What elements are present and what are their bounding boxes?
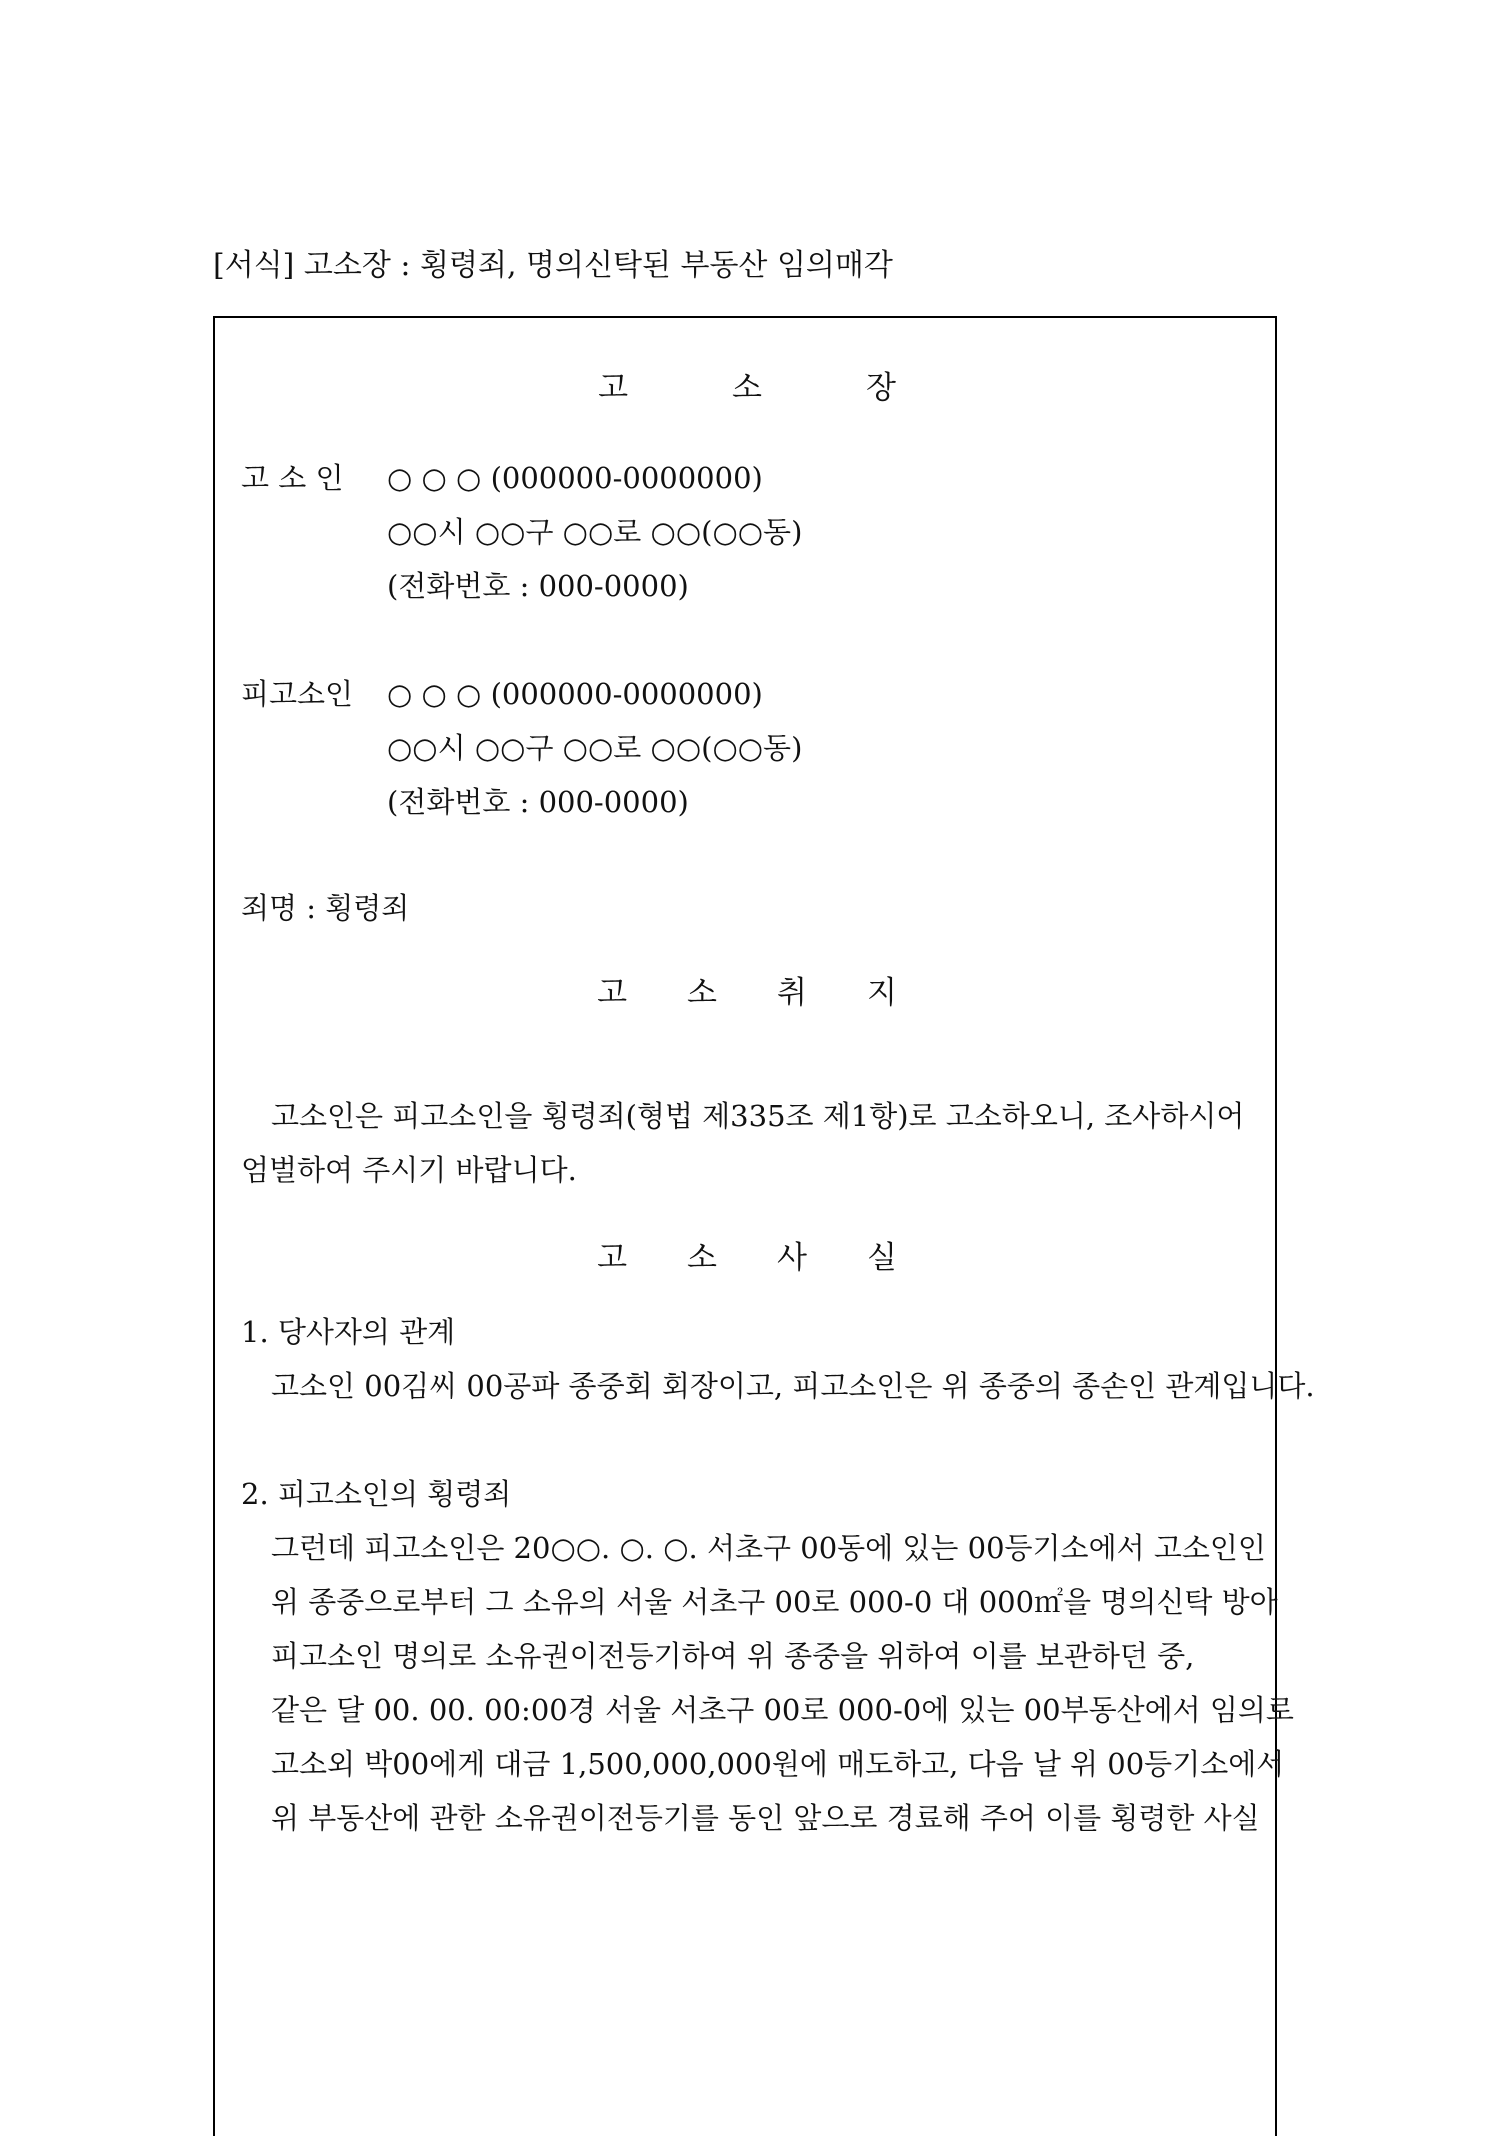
heading-char: 소 [687,975,717,1011]
complainant-name: ○ ○ ○ (000000-0000000) [387,461,763,495]
purpose-line: 엄벌하여 주시기 바랍니다. [241,1153,577,1187]
document-box [213,316,1315,2136]
defendant-phone: (전화번호 : 000-0000) [387,785,689,819]
section1-title: 1. 당사자의 관계 [241,1315,456,1349]
crime-name: 죄명 : 횡령죄 [241,891,410,925]
document-title [215,370,1279,406]
heading-char: 사 [777,1240,807,1276]
section2-line: 같은 달 00. 00. 00:00경 서울 서초구 00로 000-0에 있는 00부동산에서 임의로 [271,1693,1294,1727]
title-char: 고 [598,370,629,406]
purpose-heading [215,975,1279,1011]
facts-heading [215,1240,1279,1276]
heading-char: 실 [866,1240,897,1276]
heading-char: 고 [597,975,628,1011]
form-label: [서식] 고소장 : 횡령죄, 명의신탁된 부동산 임의매각 [213,248,893,283]
heading-char: 취 [777,975,807,1011]
section2-line: 위 종중으로부터 그 소유의 서울 서초구 00로 000-0 대 000㎡을 명의신탁 방아 [271,1585,1278,1619]
defendant-address: ○○시 ○○구 ○○로 ○○(○○동) [387,731,803,765]
complainant-phone: (전화번호 : 000-0000) [387,569,689,603]
title-char: 장 [865,370,896,406]
section2-line: 피고소인 명의로 소유권이전등기하여 위 종중을 위하여 이를 보관하던 중, [271,1639,1195,1673]
section2-line: 위 부동산에 관한 소유권이전등기를 동인 앞으로 경료해 주어 이를 횡령한 사실 [271,1801,1260,1835]
complainant-label: 고 소 인 [241,461,344,495]
section2-line: 그런데 피고소인은 20○○. ○. ○. 서초구 00동에 있는 00등기소에서 고소인인 [271,1531,1266,1565]
heading-char: 소 [687,1240,717,1276]
complainant-address: ○○시 ○○구 ○○로 ○○(○○동) [387,515,803,549]
section2-title: 2. 피고소인의 횡령죄 [241,1477,512,1511]
title-char: 소 [732,370,762,406]
purpose-line: 고소인은 피고소인을 횡령죄(형법 제335조 제1항)로 고소하오니, 조사하시어 [271,1099,1245,1133]
section1-line: 고소인 00김씨 00공파 종중회 회장이고, 피고소인은 위 종중의 종손인 관계입니다. [271,1369,1315,1403]
section2-line: 고소외 박00에게 대금 1,500,000,000원에 매도하고, 다음 날 위 00등기소에서 [271,1747,1285,1781]
defendant-name: ○ ○ ○ (000000-0000000) [387,677,763,711]
heading-char: 지 [866,975,897,1011]
defendant-label: 피고소인 [241,677,354,711]
heading-char: 고 [597,1240,628,1276]
